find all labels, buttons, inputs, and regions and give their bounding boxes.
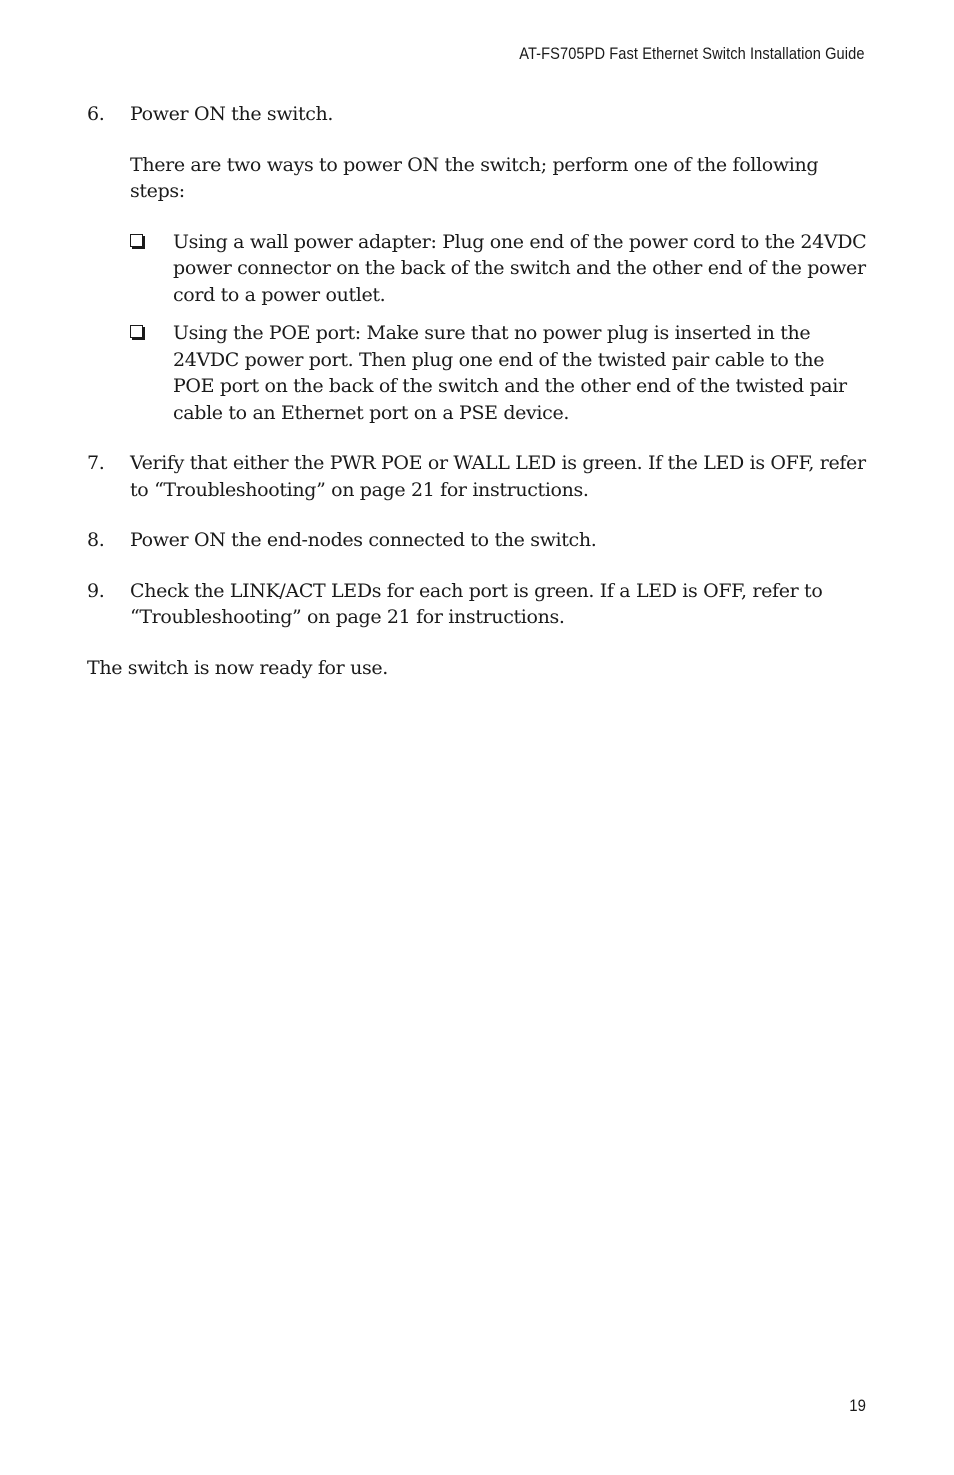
running-header: AT-FS705PD Fast Ethernet Switch Installation Guide [519, 44, 865, 63]
step-9 [87, 578, 867, 631]
step-detail: There are two ways to power ON the switch; perform one of the following steps: [130, 153, 819, 202]
step-8 [87, 527, 867, 554]
page-number: 19 [849, 1396, 866, 1415]
checkbox-bullet-icon [130, 325, 143, 338]
step-text: Power ON the switch. [130, 103, 334, 125]
step-text: Verify that either the PWR POE or WALL LED is green. If the LED is OFF, refer to “Troubleshooting” on page 21 for instructions. [130, 452, 866, 501]
checkbox-bullet-icon [130, 234, 143, 247]
step-text: Power ON the end-nodes connected to the switch. [130, 529, 597, 551]
step-number: 9. [87, 579, 105, 602]
closing-statement: The switch is now ready for use. [87, 656, 388, 679]
list-item-poe-port [130, 320, 867, 426]
step-6 [87, 101, 867, 426]
list-item-wall-adapter [130, 229, 867, 309]
document-body [87, 101, 867, 681]
step-7 [87, 450, 867, 503]
step-text: Check the LINK/ACT LEDs for each port is green. If a LED is OFF, refer to “Troubleshooting” on page 21 for instructions. [130, 579, 823, 628]
list-item-text: Using the POE port: Make sure that no power plug is inserted in the 24VDC power port. Then plug one end of the twisted pair cable to the POE port on the back of the switch and the other end of the twisted pair cable to an Ethernet port on a PSE device. [173, 322, 847, 424]
list-item-text: Using a wall power adapter: Plug one end of the power cord to the 24VDC power connector on the back of the switch and the other end of the power cord to a power outlet. [173, 230, 867, 306]
power-options-list [130, 229, 867, 427]
step-number: 8. [87, 529, 105, 551]
step-number: 7. [87, 452, 105, 474]
step-number: 6. [87, 103, 105, 125]
